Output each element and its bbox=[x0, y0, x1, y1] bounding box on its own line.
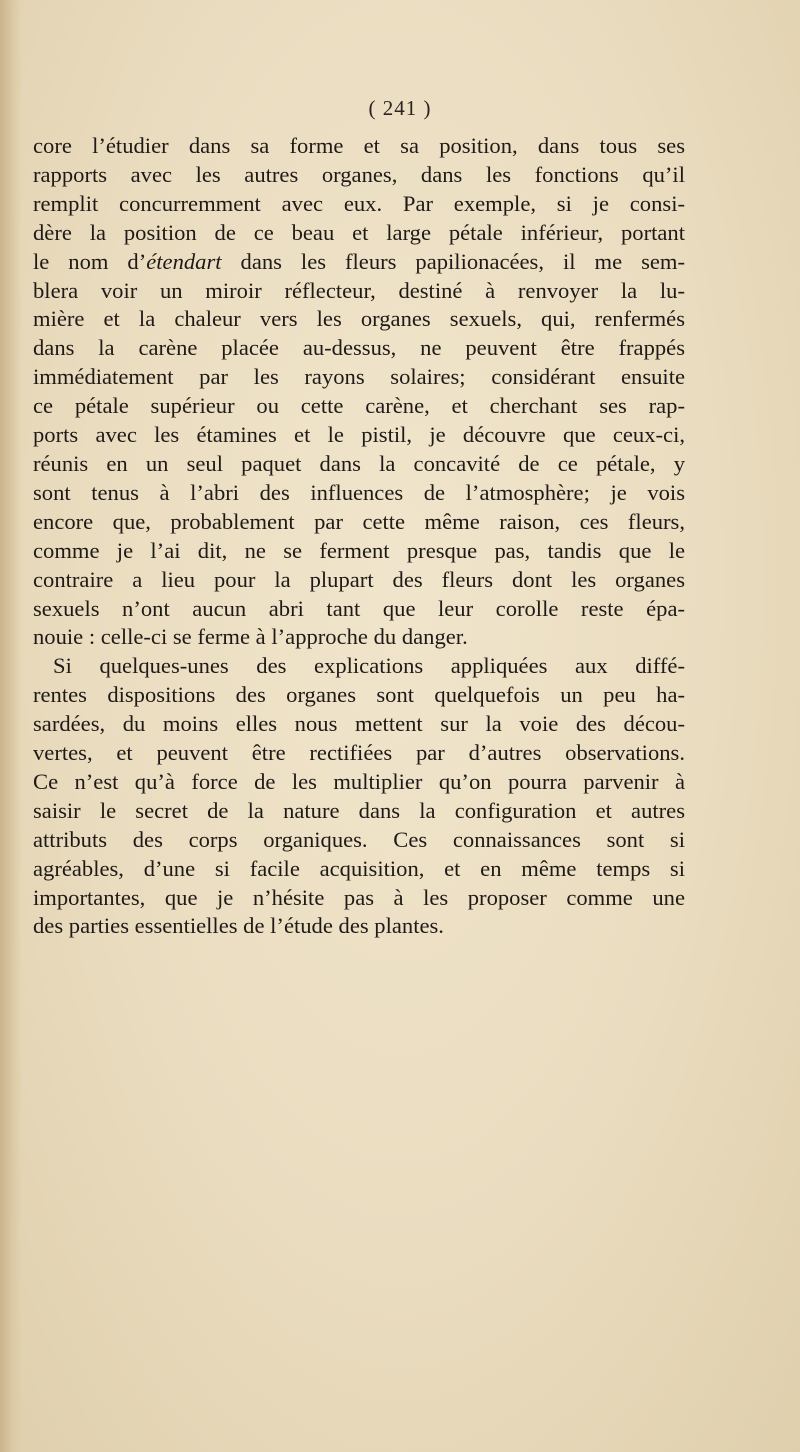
page-number: ( 241 ) bbox=[368, 96, 432, 120]
text-line: réunis en un seul paquet dans la concavité de ce pétale, y bbox=[33, 450, 685, 476]
text-line: blera voir un miroir réflecteur, destiné à renvoyer la lu- bbox=[33, 277, 685, 303]
text-line: rentes dispositions des organes sont quelquefois un peu ha- bbox=[33, 682, 685, 708]
text-line: core l’étudier dans sa forme et sa position, dans tous ses bbox=[33, 133, 685, 158]
text-line: dère la position de ce beau et large pétale inférieur, portant bbox=[33, 219, 685, 245]
text-line: Si quelques-unes des explications appliquées aux diffé- bbox=[53, 653, 685, 679]
text-line: comme je l’ai dit, ne se ferment presque pas, tandis que le bbox=[33, 537, 685, 563]
body-text bbox=[33, 132, 685, 941]
text-line: mière et la chaleur vers les organes sexuels, qui, renfermés bbox=[33, 306, 685, 332]
text-line: saisir le secret de la nature dans la configuration et autres bbox=[33, 797, 685, 823]
text-line: ce pétale supérieur ou cette carène, et cherchant ses rap- bbox=[33, 393, 685, 419]
text-line: vertes, et peuvent être rectifiées par d’autres observations. bbox=[33, 740, 685, 766]
text-line: importantes, que je n’hésite pas à les proposer comme une bbox=[33, 884, 685, 910]
text-line: encore que, probablement par cette même raison, ces fleurs, bbox=[33, 508, 685, 534]
text-line: sont tenus à l’abri des influences de l’atmosphère; je vois bbox=[33, 479, 685, 505]
text-segment: dans les fleurs papilionacées, il me sem- bbox=[221, 248, 686, 274]
text-line: immédiatement par les rayons solaires; considérant ensuite bbox=[33, 364, 685, 390]
text-line: sexuels n’ont aucun abri tant que leur corolle reste épa- bbox=[33, 595, 685, 621]
page-binding-edge bbox=[0, 0, 22, 1452]
text-line: dans la carène placée au-dessus, ne peuvent être frappés bbox=[33, 335, 685, 361]
text-line bbox=[33, 248, 685, 277]
text-line: attributs des corps organiques. Ces connaissances sont si bbox=[33, 826, 685, 852]
text-line: sardées, du moins elles nous mettent sur la voie des décou- bbox=[33, 711, 685, 737]
text-line: nouie : celle-ci se ferme à l’approche du danger. bbox=[33, 624, 468, 650]
text-line: Ce n’est qu’à force de les multiplier qu’on pourra parvenir à bbox=[33, 768, 685, 794]
text-line: contraire a lieu pour la plupart des fleurs dont les organes bbox=[33, 566, 685, 592]
text-line: rapports avec les autres organes, dans les fonctions qu’il bbox=[33, 161, 685, 187]
text-line: remplit concurremment avec eux. Par exemple, si je consi- bbox=[33, 190, 685, 216]
text-segment: le nom d’ bbox=[33, 248, 147, 274]
italic-term: étendart bbox=[146, 248, 222, 274]
text-line: ports avec les étamines et le pistil, je découvre que ceux-ci, bbox=[33, 422, 685, 448]
text-line: agréables, d’une si facile acquisition, et en même temps si bbox=[33, 855, 685, 881]
text-line: des parties essentielles de l’étude des plantes. bbox=[33, 913, 444, 939]
